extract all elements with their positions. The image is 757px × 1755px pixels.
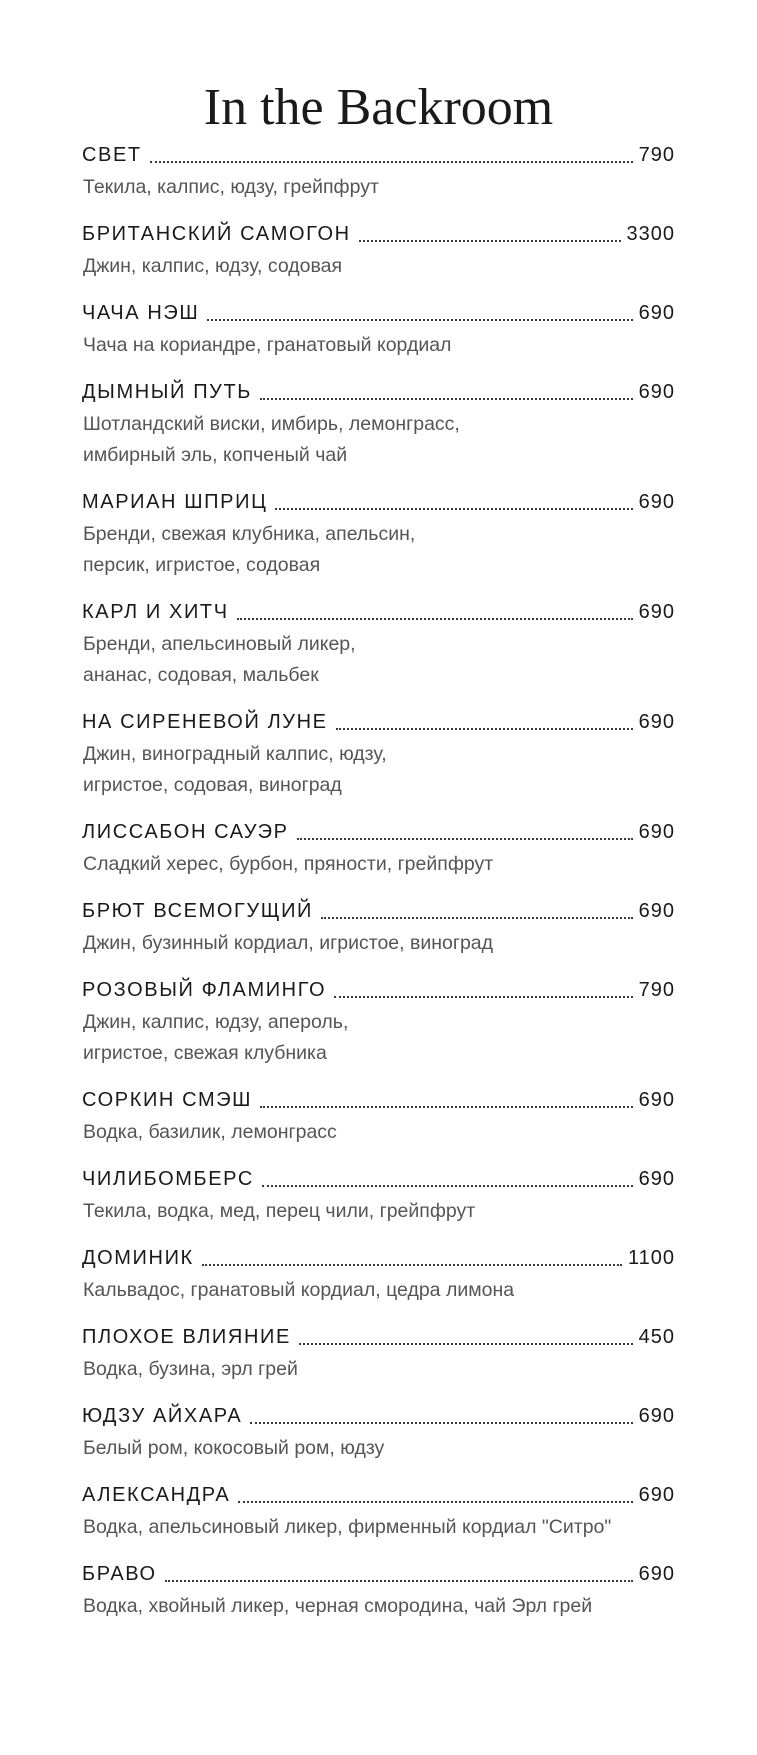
menu-item-description: Бренди, апельсиновый ликер, [83,633,356,655]
item-spacer [82,282,675,296]
dot-leader [336,728,633,730]
item-spacer [82,1543,675,1557]
menu-item-name: ЧИЛИБОМБЕРС [82,1168,254,1190]
menu-item-description: ананас, содовая, мальбек [83,664,319,686]
menu-item-price: 690 [638,1089,675,1111]
menu-item-header [82,1557,675,1591]
menu-item-header [82,375,675,409]
menu-item-price: 690 [638,900,675,922]
menu-item-header [82,815,675,849]
menu-item-price: 690 [638,821,675,843]
menu-item-header [82,1083,675,1117]
menu-item [82,1478,675,1543]
menu-item-price: 690 [638,711,675,733]
menu-item [82,815,675,880]
menu-item-price: 690 [638,302,675,324]
menu-item-description: Белый ром, кокосовый ром, юдзу [83,1437,385,1459]
menu-item-description: Водка, апельсиновый ликер, фирменный кордиал "Ситро" [83,1516,612,1538]
menu-item-description: Джин, бузинный кордиал, игристое, виноград [83,932,494,954]
menu-item-header [82,1320,675,1354]
menu-item-name: РОЗОВЫЙ ФЛАМИНГО [82,979,327,1001]
menu-item-name: СОРКИН СМЭШ [82,1089,253,1111]
dot-leader [237,618,633,620]
dot-leader [165,1580,633,1582]
menu-item-name: ЛИССАБОН САУЭР [82,821,289,843]
menu-item-name: ЧАЧА НЭШ [82,302,200,324]
menu-item [82,973,675,1069]
menu-item-description: Водка, хвойный ликер, черная смородина, чай Эрл грей [83,1595,593,1617]
menu-item-description: имбирный эль, копченый чай [83,444,348,466]
menu-item-description: персик, игристое, содовая [83,554,321,576]
menu-item-header [82,1241,675,1275]
menu-item-name: НА СИРЕНЕВОЙ ЛУНЕ [82,711,328,733]
menu-item-price: 790 [638,979,675,1001]
dot-leader [359,240,621,242]
menu-item-price: 690 [638,381,675,403]
menu-item-name: ПЛОХОЕ ВЛИЯНИЕ [82,1326,291,1348]
menu-item-description: Шотландский виски, имбирь, лемонграсс, [83,413,460,435]
item-spacer [82,581,675,595]
dot-leader [238,1501,632,1503]
menu-item-header [82,1399,675,1433]
menu-item [82,138,675,203]
menu-item [82,1162,675,1227]
item-spacer [82,361,675,375]
menu-item [82,1399,675,1464]
item-spacer [82,801,675,815]
dot-leader [275,508,632,510]
menu-item [82,1557,675,1622]
menu-item-description: Водка, бузина, эрл грей [83,1358,298,1380]
menu-item-header [82,1162,675,1196]
menu-item-description: Джин, виноградный калпис, юдзу, [83,743,387,765]
menu-item-name: МАРИАН ШПРИЦ [82,491,268,513]
item-spacer [82,471,675,485]
menu-item-price: 3300 [626,223,675,245]
menu-item-header [82,973,675,1007]
item-spacer [82,1148,675,1162]
dot-leader [202,1264,622,1266]
item-spacer [82,1385,675,1399]
dot-leader [260,398,633,400]
menu-item-description: Текила, водка, мед, перец чили, грейпфрут [83,1200,476,1222]
item-spacer [82,880,675,894]
menu-item-description: Чача на кориандре, гранатовый кордиал [83,334,452,356]
dot-leader [262,1185,633,1187]
item-spacer [82,1306,675,1320]
menu-item-price: 690 [638,1563,675,1585]
menu-item [82,595,675,691]
menu-item [82,705,675,801]
menu-item-price: 690 [638,1484,675,1506]
menu-item-description: игристое, свежая клубника [83,1042,327,1064]
menu-item [82,1083,675,1148]
menu-item [82,296,675,361]
menu-item [82,1320,675,1385]
dot-leader [334,996,632,998]
dot-leader [207,319,632,321]
menu-item [82,894,675,959]
menu-item-description: Текила, калпис, юдзу, грейпфрут [83,176,379,198]
menu-item-header [82,296,675,330]
menu-item-name: ДЫМНЫЙ ПУТЬ [82,381,253,403]
item-spacer [82,1464,675,1478]
item-spacer [82,691,675,705]
menu-item [82,217,675,282]
menu-item-price: 690 [638,1405,675,1427]
menu-item-name: БРИТАНСКИЙ САМОГОН [82,223,351,245]
menu-item-name: БРАВО [82,1563,157,1585]
menu-item-header [82,705,675,739]
menu-item-price: 690 [638,1168,675,1190]
item-spacer [82,959,675,973]
dot-leader [150,161,633,163]
menu-item-price: 690 [638,601,675,623]
menu-item-name: БРЮТ ВСЕМОГУЩИЙ [82,900,314,922]
dot-leader [297,838,633,840]
menu-item [82,485,675,581]
menu-item-price: 450 [638,1326,675,1348]
menu-item-description: Сладкий херес, бурбон, пряности, грейпфрут [83,853,494,875]
menu-item-header [82,1478,675,1512]
menu-list [82,138,675,1622]
item-spacer [82,203,675,217]
menu-item-header [82,138,675,172]
menu-item-description: игристое, содовая, виноград [83,774,342,796]
item-spacer [82,1069,675,1083]
dot-leader [299,1343,633,1345]
menu-item-description: Водка, базилик, лемонграсс [83,1121,337,1143]
menu-item-header [82,595,675,629]
menu-item-header [82,485,675,519]
menu-item-name: СВЕТ [82,144,142,166]
dot-leader [260,1106,633,1108]
menu-item-header [82,217,675,251]
item-spacer [82,1227,675,1241]
menu-item-name: КАРЛ И ХИТЧ [82,601,229,623]
dot-leader [321,917,633,919]
menu-item-price: 690 [638,491,675,513]
menu-item-name: АЛЕКСАНДРА [82,1484,231,1506]
menu-item-header [82,894,675,928]
menu-item-price: 1100 [627,1247,675,1269]
menu-item-name: ДОМИНИК [82,1247,194,1269]
menu-title: In the Backroom [203,79,554,136]
menu-item [82,375,675,471]
menu-item-description: Джин, калпис, юдзу, апероль, [83,1011,349,1033]
menu-item-description: Бренди, свежая клубника, апельсин, [83,523,416,545]
menu-item-description: Джин, калпис, юдзу, содовая [83,255,343,277]
dot-leader [250,1422,632,1424]
menu-item-description: Кальвадос, гранатовый кордиал, цедра лимона [83,1279,515,1301]
menu-item [82,1241,675,1306]
menu-item-price: 790 [638,144,675,166]
menu-item-name: ЮДЗУ АЙХАРА [82,1405,243,1427]
